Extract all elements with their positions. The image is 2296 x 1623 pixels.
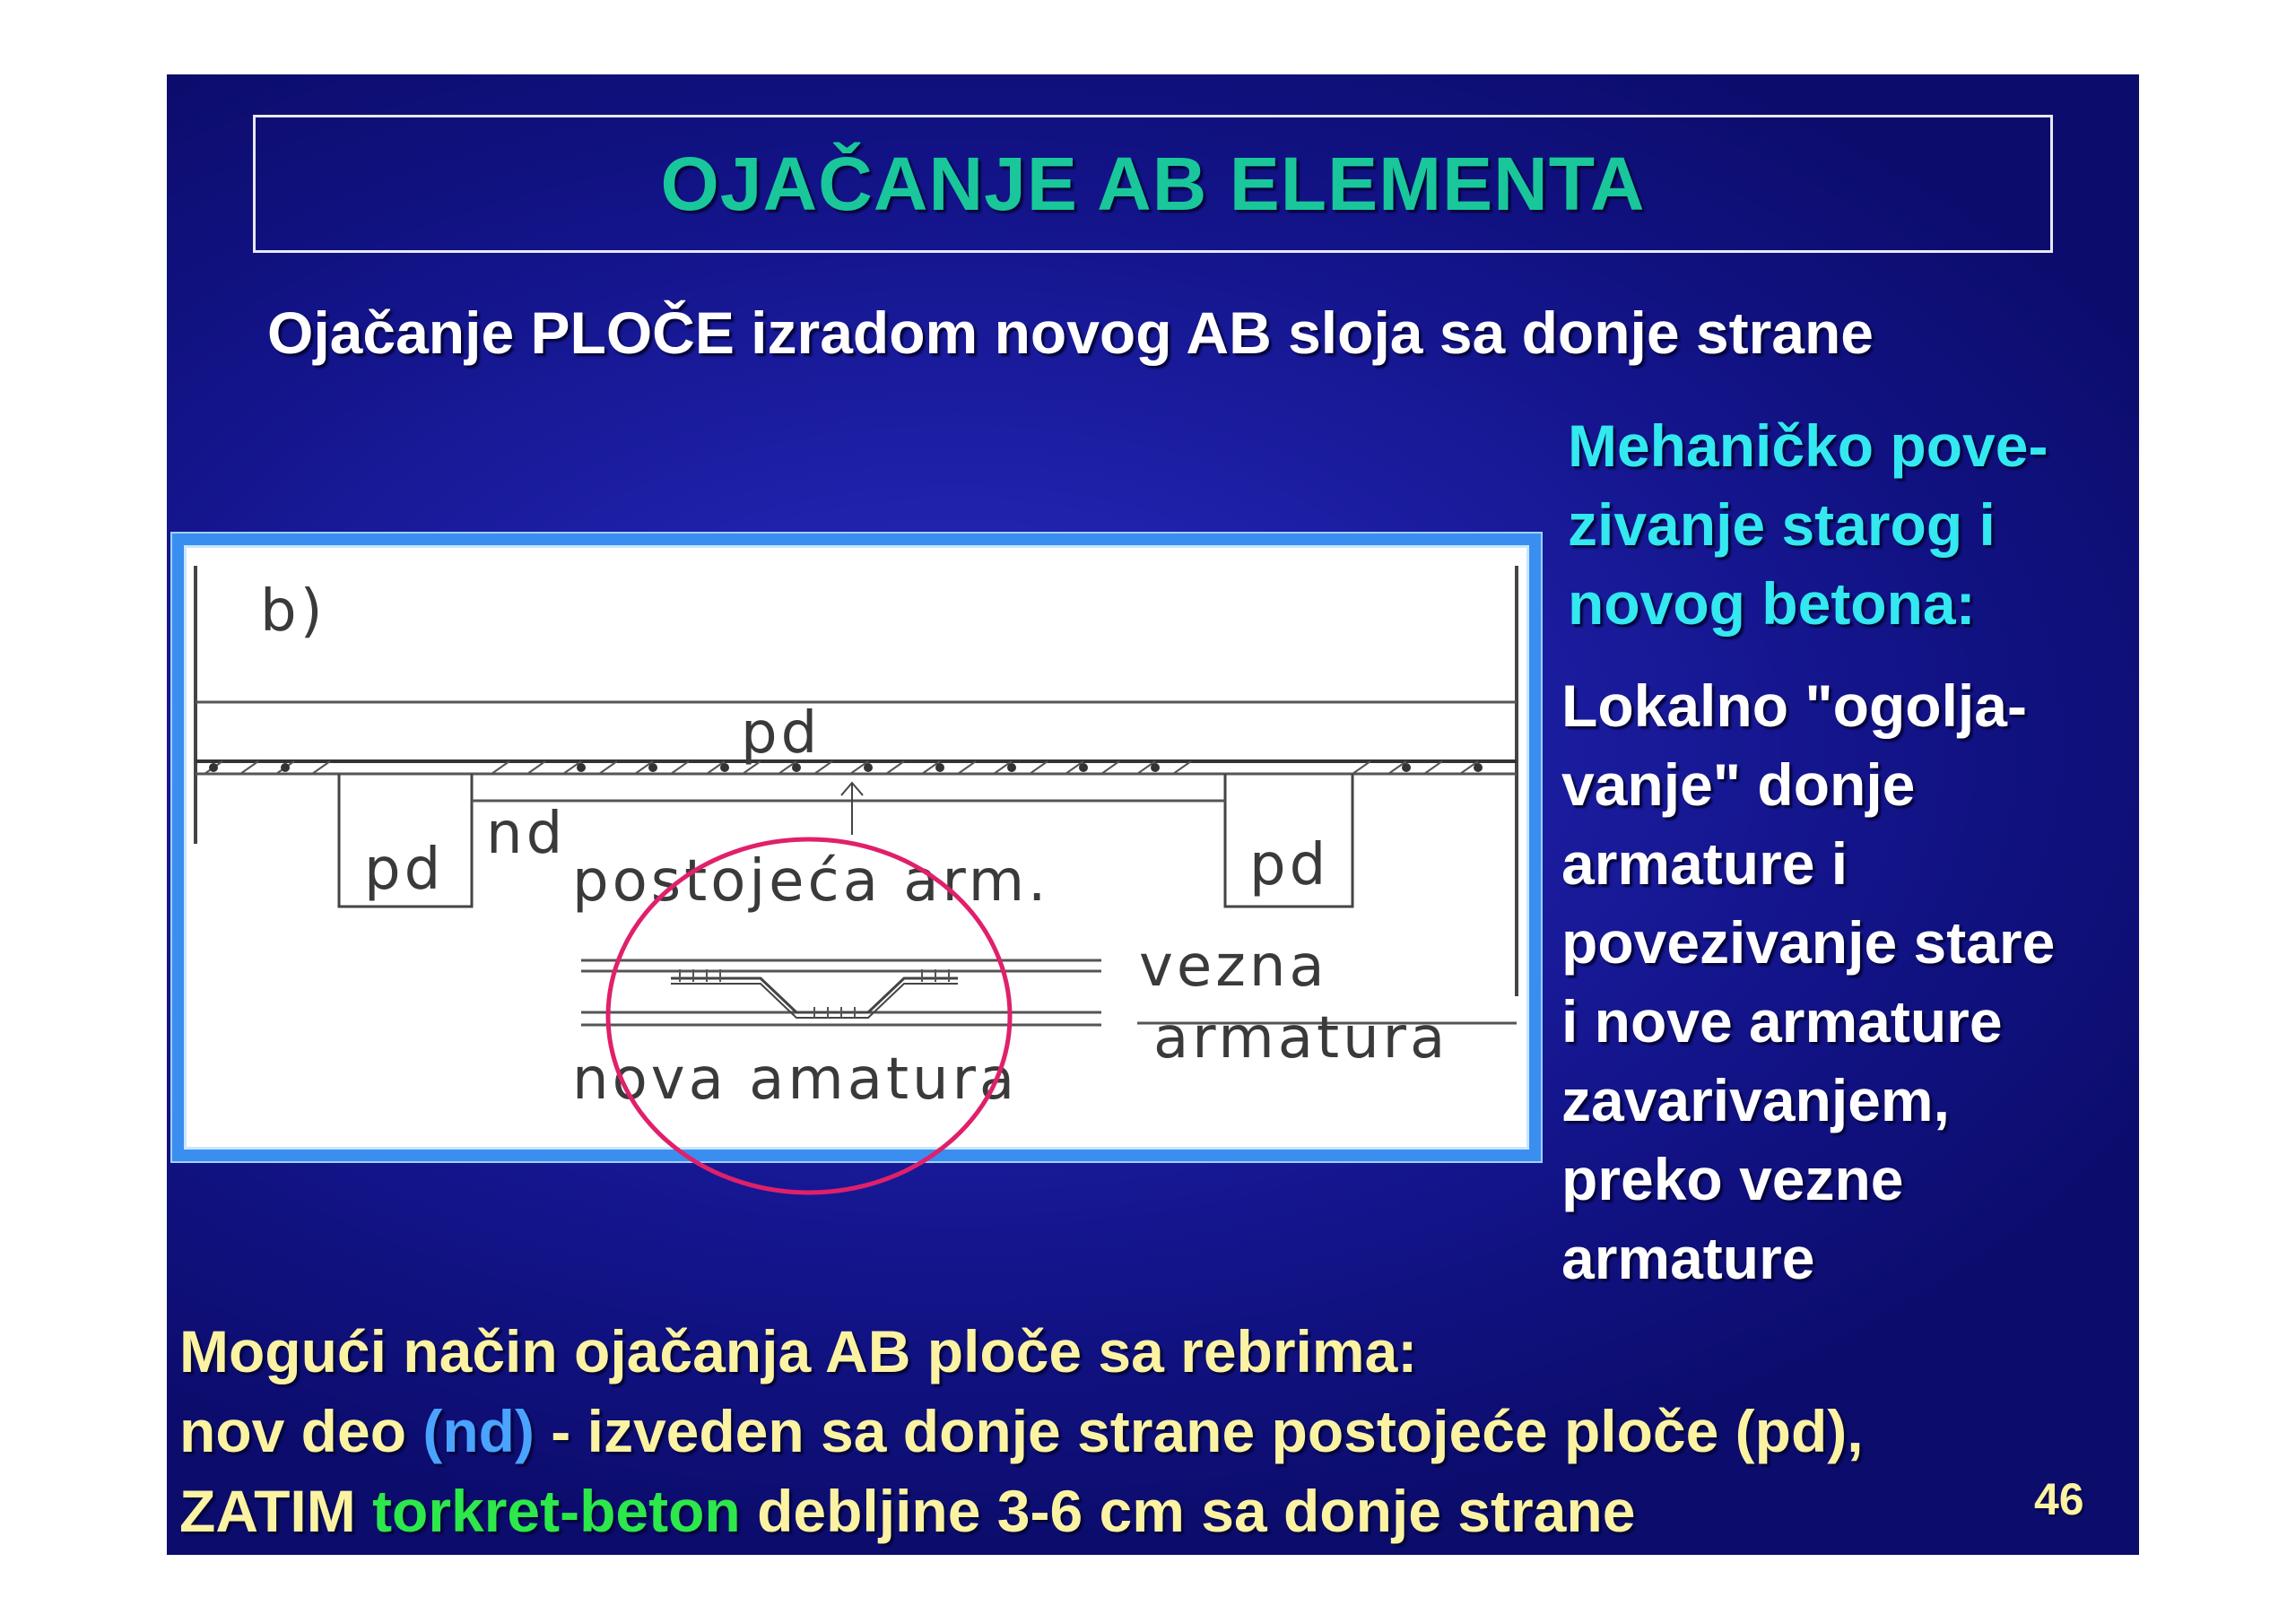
label-vezna: vezna xyxy=(1139,933,1328,1000)
bottom-line-1: Mogući način ojačanja AB ploče sa rebrima: xyxy=(179,1318,1418,1384)
bottom-line-3 xyxy=(179,1471,1864,1551)
title-box xyxy=(253,115,2053,253)
bottom-line-3-part-a: ZATIM xyxy=(179,1478,373,1544)
bottom-text xyxy=(179,1312,1864,1551)
slide-title: OJAČANJE AB ELEMENTA xyxy=(660,141,1646,226)
label-armatura: armatura xyxy=(1153,1005,1449,1072)
side-body-line: zavarivanjem, xyxy=(1561,1067,1950,1133)
label-pd-top: pd xyxy=(741,700,822,767)
side-heading-line: novog betona: xyxy=(1568,570,1976,637)
label-existing-rebar: postojeća arm. xyxy=(572,848,1050,915)
bottom-line-2-part-a: nov deo xyxy=(179,1398,423,1464)
page-number: 46 xyxy=(2034,1474,2084,1524)
torkret-highlight: torkret-beton xyxy=(372,1478,741,1544)
slide-subtitle: Ojačanje PLOČE izradom novog AB sloja sa donje strane xyxy=(267,299,1874,366)
label-new-rebar: nova amatura xyxy=(572,1046,1019,1113)
highlight-circle xyxy=(597,832,1019,1209)
side-body-line: armature i xyxy=(1561,830,1848,897)
side-body-line: povezivanje stare xyxy=(1561,909,2056,976)
figure-label-b: b) xyxy=(260,578,326,645)
bottom-line-2-part-b: - izveden sa donje strane postojeće ploče (pd), xyxy=(534,1398,1864,1464)
nd-highlight: (nd) xyxy=(422,1398,535,1464)
side-heading-line: zivanje starog i xyxy=(1568,491,1996,558)
side-body-line: armature xyxy=(1561,1225,1815,1291)
label-pd-right: pd xyxy=(1249,832,1330,898)
side-body-line: preko vezne xyxy=(1561,1146,1904,1212)
side-body xyxy=(1561,666,2135,1298)
rebar-hatching xyxy=(204,761,1478,774)
rebar-dots xyxy=(209,763,1483,772)
side-body-line: i nove armature xyxy=(1561,988,2003,1055)
bottom-line-3-part-b: debljine 3-6 cm sa donje strane xyxy=(740,1478,1636,1544)
label-pd-left: pd xyxy=(364,837,445,903)
label-nd: nd xyxy=(486,801,567,867)
side-heading xyxy=(1568,406,2133,643)
side-body-line: vanje" donje xyxy=(1561,751,1916,818)
slide xyxy=(167,74,2139,1555)
bottom-line-2 xyxy=(179,1392,1864,1471)
side-body-line: Lokalno "ogolja- xyxy=(1561,673,2027,739)
side-heading-line: Mehaničko pove- xyxy=(1568,412,2048,479)
